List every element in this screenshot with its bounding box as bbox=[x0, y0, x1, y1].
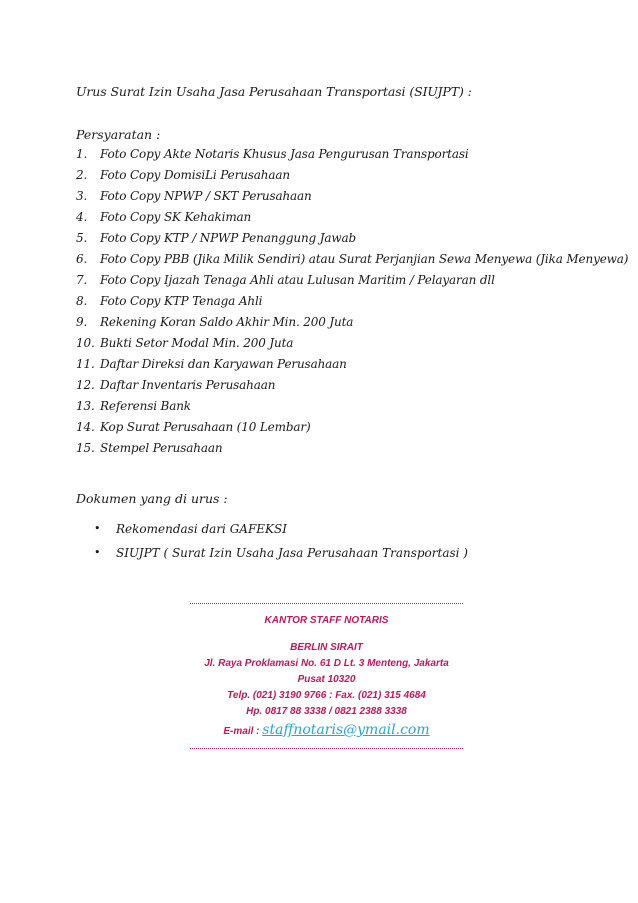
list-item-number: 2. bbox=[76, 168, 88, 182]
bullet-icon: • bbox=[94, 546, 101, 559]
requirements-list bbox=[76, 144, 628, 459]
list-item bbox=[76, 375, 628, 396]
documents-heading: Dokumen yang di urus : bbox=[76, 491, 228, 506]
list-item bbox=[76, 291, 628, 312]
list-item-text: Rekomendasi dari GAFEKSI bbox=[116, 522, 287, 536]
list-item bbox=[76, 333, 628, 354]
list-item-text: Foto Copy KTP / NPWP Penanggung Jawab bbox=[100, 231, 357, 245]
list-item-number: 5. bbox=[76, 231, 88, 245]
email-label: E-mail : bbox=[223, 726, 263, 737]
list-item-number: 14. bbox=[76, 420, 95, 434]
list-item-text: SIUJPT ( Surat Izin Usaha Jasa Perusahaan Transportasi ) bbox=[116, 546, 468, 560]
list-item-text: Foto Copy KTP Tenaga Ahli bbox=[100, 294, 263, 308]
list-item-number: 1. bbox=[76, 147, 88, 161]
list-item-text: Foto Copy PBB (Jika Milik Sendiri) atau Surat Perjanjian Sewa Menyewa (Jika Menyewa) bbox=[100, 252, 629, 266]
email-link[interactable]: staffnotaris@ymail.com bbox=[262, 722, 430, 738]
list-item bbox=[76, 270, 628, 291]
documents-list bbox=[94, 517, 468, 565]
list-item bbox=[94, 541, 468, 565]
list-item-number: 6. bbox=[76, 252, 88, 266]
list-item-text: Foto Copy NPWP / SKT Perusahaan bbox=[100, 189, 312, 203]
list-item-text: Kop Surat Perusahaan (10 Lembar) bbox=[100, 420, 311, 434]
list-item bbox=[94, 517, 468, 541]
list-item-text: Foto Copy SK Kehakiman bbox=[100, 210, 252, 224]
intro-heading: Urus Surat Izin Usaha Jasa Perusahaan Transportasi (SIUJPT) : bbox=[76, 84, 472, 99]
top-divider bbox=[190, 603, 463, 604]
notary-name: BERLIN SIRAIT bbox=[290, 642, 363, 653]
list-item-number: 3. bbox=[76, 189, 88, 203]
mobile-phone: Hp. 0817 88 3338 / 0821 2388 3338 bbox=[246, 706, 407, 717]
list-item-number: 8. bbox=[76, 294, 88, 308]
email-line bbox=[190, 720, 463, 742]
list-item bbox=[76, 438, 628, 459]
list-item bbox=[76, 165, 628, 186]
list-item-number: 13. bbox=[76, 399, 95, 413]
list-item-text: Foto Copy Akte Notaris Khusus Jasa Pengurusan Transportasi bbox=[100, 147, 469, 161]
list-item-text: Foto Copy DomisiLi Perusahaan bbox=[100, 168, 290, 182]
list-item-number: 12. bbox=[76, 378, 95, 392]
list-item bbox=[76, 396, 628, 417]
bottom-divider bbox=[190, 748, 463, 749]
list-item bbox=[76, 207, 628, 228]
list-item-number: 9. bbox=[76, 315, 88, 329]
list-item-number: 11. bbox=[76, 357, 95, 371]
list-item bbox=[76, 249, 628, 270]
list-item-text: Daftar Inventaris Perusahaan bbox=[100, 378, 276, 392]
list-item-number: 15. bbox=[76, 441, 95, 455]
list-item-text: Rekening Koran Saldo Akhir Min. 200 Juta bbox=[100, 315, 354, 329]
list-item-number: 7. bbox=[76, 273, 88, 287]
list-item bbox=[76, 417, 628, 438]
list-item bbox=[76, 228, 628, 249]
list-item bbox=[76, 354, 628, 375]
list-item-text: Daftar Direksi dan Karyawan Perusahaan bbox=[100, 357, 347, 371]
list-item-text: Referensi Bank bbox=[100, 399, 191, 413]
list-item bbox=[76, 144, 628, 165]
list-item-text: Bukti Setor Modal Min. 200 Juta bbox=[100, 336, 294, 350]
list-item-number: 10. bbox=[76, 336, 95, 350]
office-contact-block bbox=[190, 603, 463, 760]
office-title: KANTOR STAFF NOTARIS bbox=[264, 615, 389, 626]
bullet-icon: • bbox=[94, 522, 101, 535]
requirements-heading: Persyaratan : bbox=[76, 127, 161, 142]
address-line-1: Jl. Raya Proklamasi No. 61 D Lt. 3 Menteng, Jakarta bbox=[204, 658, 449, 669]
list-item-text: Stempel Perusahaan bbox=[100, 441, 223, 455]
list-item bbox=[76, 312, 628, 333]
list-item bbox=[76, 186, 628, 207]
phone-fax: Telp. (021) 3190 9766 : Fax. (021) 315 4684 bbox=[227, 690, 426, 701]
list-item-text: Foto Copy Ijazah Tenaga Ahli atau Lulusan Maritim / Pelayaran dll bbox=[100, 273, 495, 287]
list-item-number: 4. bbox=[76, 210, 88, 224]
address-line-2: Pusat 10320 bbox=[297, 674, 356, 685]
